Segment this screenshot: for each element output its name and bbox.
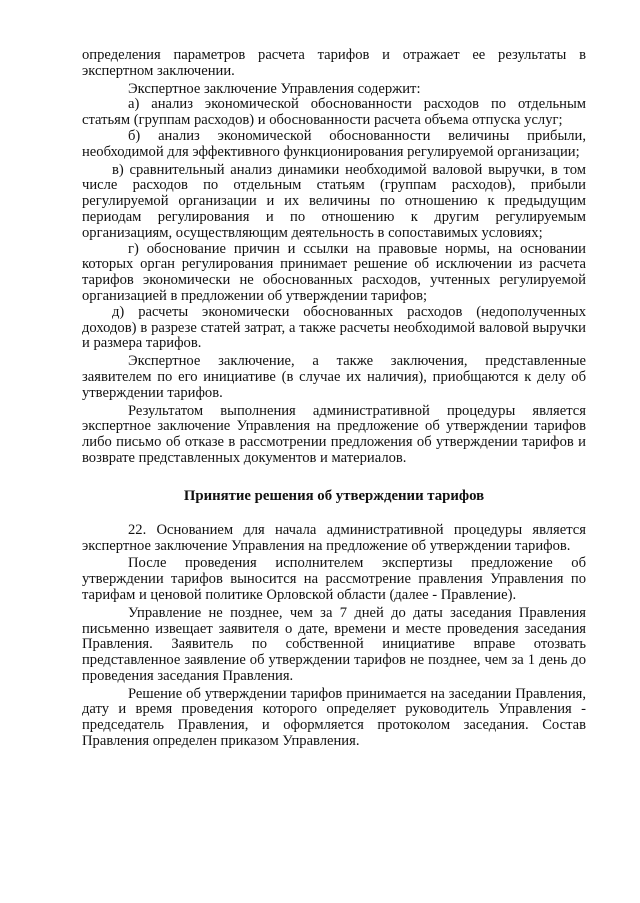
paragraph-procedure-result: Результатом выполнения административной процедуры является экспертное заключение Управления на предложение об утверждении тарифов либо письмо об отказе в рассмотрении предложения об утверждении тарифов и возврате представленных документов и материалов. (82, 402, 586, 466)
paragraph-22: 22. Основанием для начала административной процедуры является экспертное заключение Управления на предложение об утверждении тарифов. (82, 521, 586, 554)
paragraph-after-expertise: После проведения исполнителем экспертизы предложение об утверждении тарифов выносится на рассмотрение правления Управления по тарифам и ценовой политике Орловской области (далее - Правление). (82, 555, 586, 603)
list-item-b: б) анализ экономической обоснованности величины прибыли, необходимой для эффективного функционирования регулируемой организации; (82, 127, 586, 160)
section-heading: Принятие решения об утверждении тарифов (183, 487, 485, 504)
paragraph-decision: Решение об утверждении тарифов принимается на заседании Правления, дату и время проведения которого определяет руководитель Управления - председатель Правления, и оформляется протоколом заседания. Состав Правления определен приказом Управления. (82, 685, 586, 750)
paragraph-continuation: определения параметров расчета тарифов и отражает ее результаты в экспертном заключении. (82, 47, 586, 79)
paragraph-expert-conclusion-contents: Экспертное заключение Управления содержит: (128, 80, 421, 97)
list-item-g: г) обоснование причин и ссылки на правовые нормы, на основании которых орган регулирования принимает решение об исключении из расчета тарифов экономически не обоснованных расходов, учтенных регулируемой организацией в предложении об утверждении тарифов; (82, 240, 586, 304)
list-item-d: д) расчеты экономически обоснованных расходов (недополученных доходов) в разрезе статей затрат, а также расчеты необходимой валовой выручки и размера тарифов. (82, 303, 586, 352)
list-item-v: в) сравнительный анализ динамики необходимой валовой выручки, в том числе расходов по отдельным статьям (группам расходов), прибыли регулируемой организации и их величины по отношению к предыдущим периодам регулирования и по отношению к другим регулируемым организациям, осуществляющим деятельность в сопоставимых условиях; (82, 161, 586, 241)
list-item-a: а) анализ экономической обоснованности расходов по отдельным статьям (группам расходов) и обоснованности расчета объема отпуска услуг; (82, 96, 586, 129)
paragraph-notice: Управление не позднее, чем за 7 дней до даты заседания Правления письменно извещает заявителя о дате, времени и месте проведения заседания Правления. Заявитель по собственной инициативе вправе отозвать представленное заявление об утверждении тарифов не позднее, чем за 1 день до проведения заседания Правления. (82, 604, 586, 684)
paragraph-expert-conclusion-attached: Экспертное заключение, а также заключения, представленные заявителем по его инициативе (в случае их наличия), приобщаются к делу об утверждении тарифов. (82, 353, 586, 401)
